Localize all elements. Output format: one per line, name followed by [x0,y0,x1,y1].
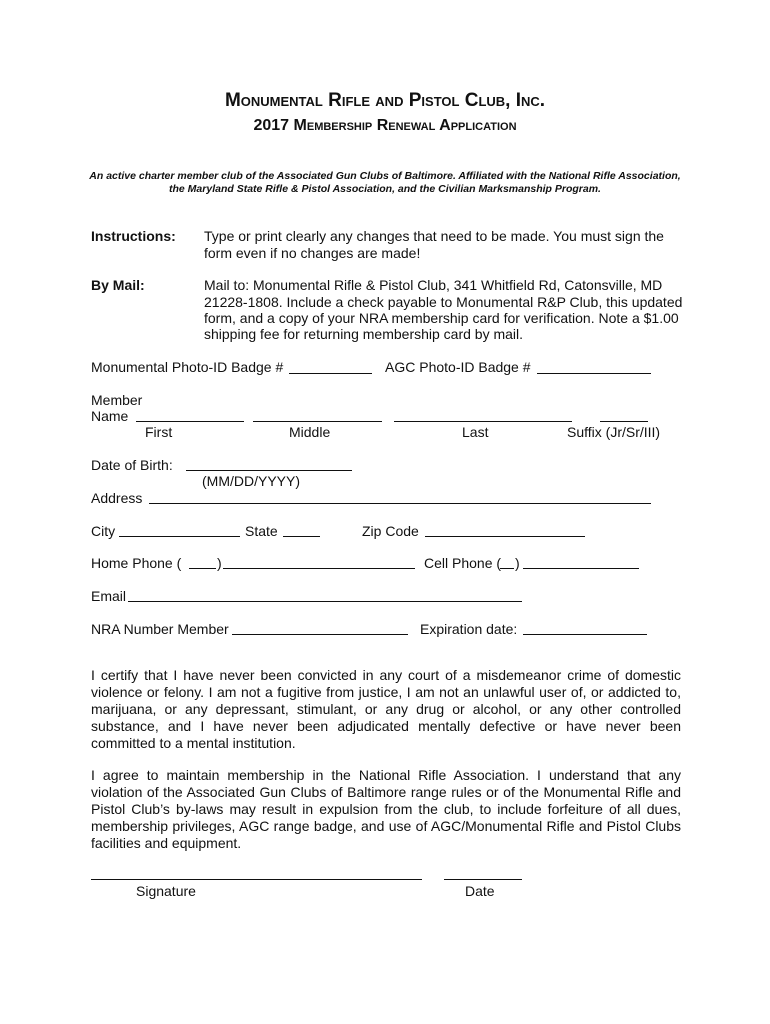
state-field[interactable] [283,536,320,537]
instructions-line-1: Type or print clearly any changes that need to be made. You must sign the [204,228,664,244]
home-phone-area-field[interactable] [189,568,216,569]
city-label: City [91,523,116,539]
dob-label: Date of Birth: [91,457,173,473]
date-field[interactable] [444,879,522,880]
mail-line-3: form, and a copy of your NRA membership card for verification. Note a $1.00 [204,310,679,326]
cell-phone-area-field[interactable] [500,568,514,569]
home-phone-field[interactable] [223,568,415,569]
email-field[interactable] [128,601,522,602]
mail-line-4: shipping fee for returning membership card by mail. [204,326,524,342]
state-label: State [245,523,278,539]
zip-field[interactable] [425,536,585,537]
first-name-field[interactable] [136,421,244,422]
nra-number-label: NRA Number Member [91,621,229,637]
affiliation-line-1: An active charter member club of the Associated Gun Clubs of Baltimore. Affiliated with the National Rifle Association, [89,170,681,182]
first-label: First [145,424,173,440]
last-label: Last [462,424,489,440]
email-label: Email [91,588,127,604]
agreement-paragraph: I agree to maintain membership in the National Rifle Association. I understand that any violation of the Associated Gun Clubs of Baltimore range rules or of the Monumental Rifle and Pistol Club’s by-laws may result in expulsion from the club, to include forfeiture of all dues, membership privileges, AGC range badge, and use of AGC/Monumental Rifle and Pistol Clubs facilities and equipment. [91,767,681,851]
instructions-line-2: form even if no changes are made! [204,245,421,261]
address-field[interactable] [149,503,651,504]
expiration-label: Expiration date: [420,621,518,637]
date-label: Date [465,883,495,899]
signature-label: Signature [136,883,196,899]
home-phone-close: ) [217,555,222,571]
mail-line-1: Mail to: Monumental Rifle & Pistol Club, 341 Whitfield Rd, Catonsville, MD [204,277,663,293]
dob-field[interactable] [186,470,352,471]
cell-phone-label: Cell Phone ( [424,555,502,571]
mail-line-2: 21228-1808. Include a check payable to Monumental R&P Club, this updated [204,294,683,310]
instructions-label: Instructions: [91,228,176,244]
suffix-field[interactable] [600,421,648,422]
affiliation-line-2: the Maryland State Rifle & Pistol Association, and the Civilian Marksmanship Program. [169,183,601,195]
suffix-label: Suffix (Jr/Sr/III) [567,424,661,440]
member-name-label-1: Member [91,392,143,408]
member-name-label-2: Name [91,408,129,424]
zip-label: Zip Code [362,523,419,539]
form-title: 2017 Membership Renewal Application [253,117,517,134]
middle-name-field[interactable] [253,421,382,422]
city-field[interactable] [119,536,240,537]
address-label: Address [91,490,143,506]
home-phone-label: Home Phone ( [91,555,182,571]
org-title: Monumental Rifle and Pistol Club, Inc. [224,90,546,111]
cell-phone-close: ) [515,555,520,571]
agc-badge-label: AGC Photo-ID Badge # [385,359,531,375]
middle-label: Middle [289,424,331,440]
last-name-field[interactable] [394,421,572,422]
certification-paragraph: I certify that I have never been convicted in any court of a misdemeanor crime of domestic violence or felony. I am not a fugitive from justice, I am not an unlawful user of, or addicted to, marijuana, or any depressant, stimulant, or any drug or alcohol, or any other controlled substance, and I have never been adjudicated mentally defective or have never been committed to a mental institution. [91,667,681,751]
signature-field[interactable] [91,879,422,880]
cell-phone-field[interactable] [523,568,639,569]
monumental-badge-field[interactable] [289,373,372,374]
monumental-badge-label: Monumental Photo-ID Badge # [91,359,284,375]
agc-badge-field[interactable] [537,373,651,374]
expiration-field[interactable] [523,634,647,635]
by-mail-label: By Mail: [91,277,145,293]
nra-number-field[interactable] [232,634,408,635]
dob-format-label: (MM/DD/YYYY) [202,473,300,489]
